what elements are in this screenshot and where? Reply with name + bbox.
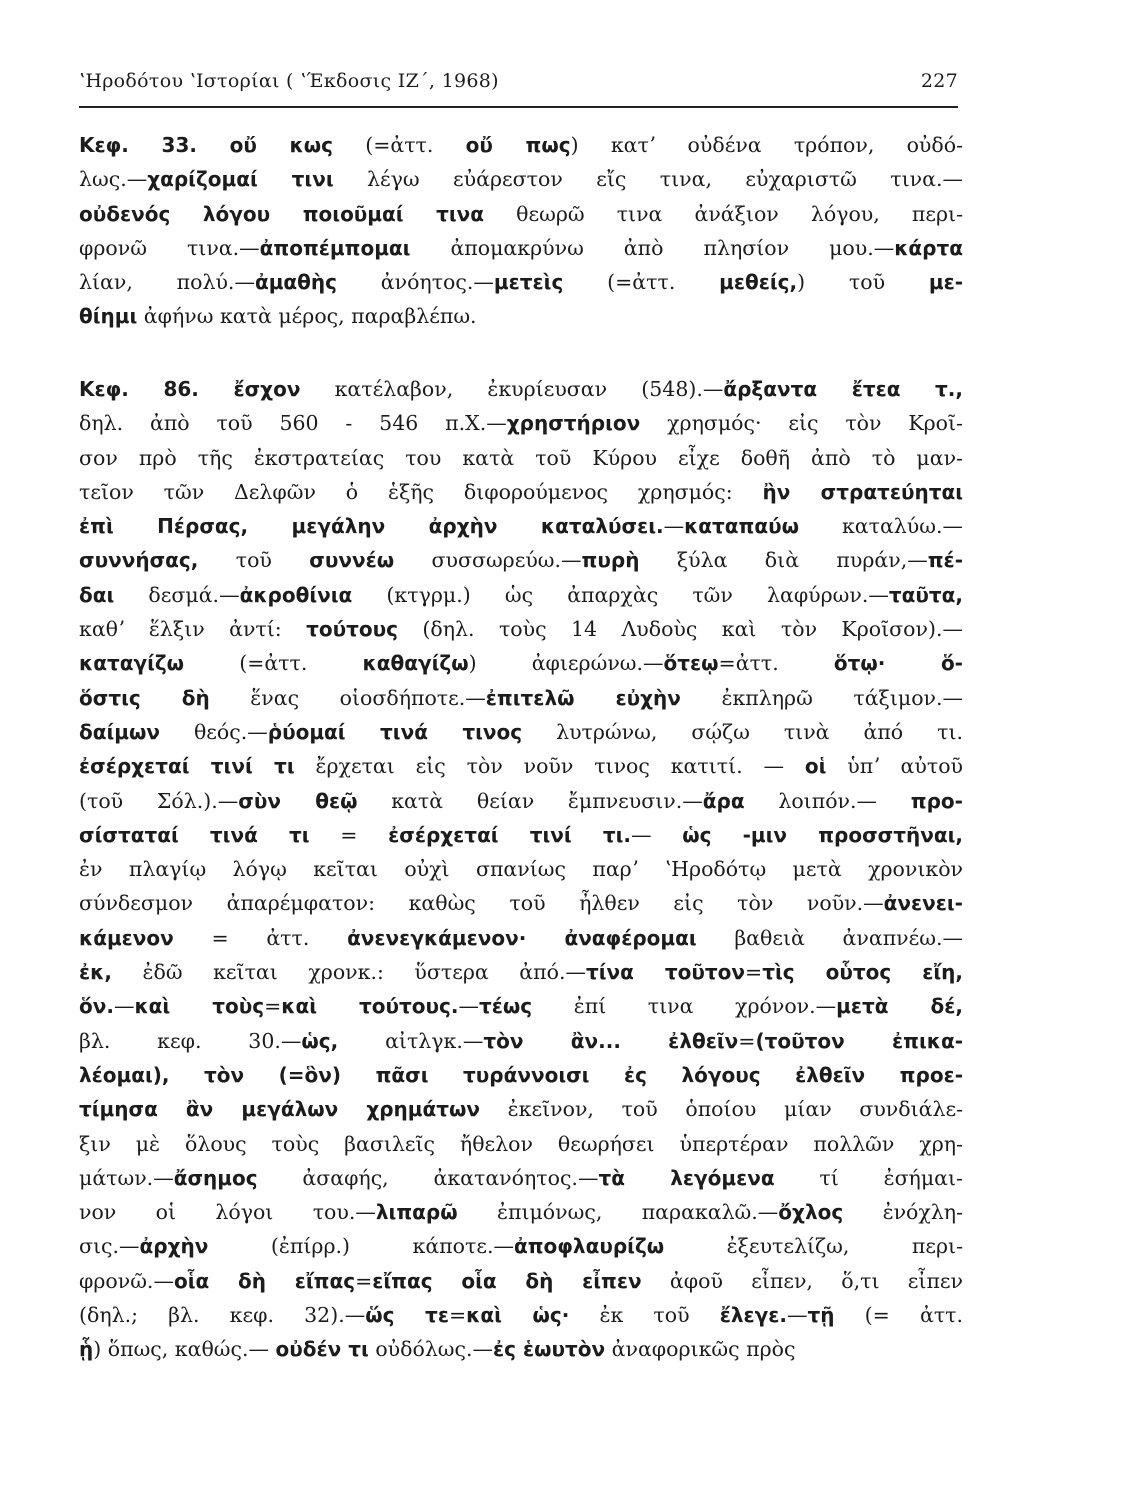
headword: ὥς τε [365,1303,449,1328]
text-line: σις.—ἀρχὴν (ἐπίρρ.) κάποτε.—ἀποφλαυρίζω ἐξευτελίζω, περι- [79,1234,964,1259]
headword: μεθείς, [719,270,798,295]
text-line: Κεφ. 86. ἔσχον κατέλαβον, ἐκυρίευσαν (548).—ἄρξαντα ἔτεα τ., [79,377,964,401]
headword: συννέω [309,548,395,573]
text-line: δαι δεσμά.—ἀκροθίνια (κτγρμ.) ὡς ἀπαρχὰς τῶν λαφύρων.—ταῦτα, [79,582,964,607]
headword: ὅστις δὴ [79,685,210,710]
headword: Κεφ. 86. ἔσχον [79,377,301,401]
headword: ἀκροθίνια [239,582,353,607]
text-line: μάτων.—ἄσημος ἀσαφής, ἀκατανόητος.—τὰ λεγόμενα τί ἐσήμαι- [79,1165,963,1190]
headword: καὶ τούτους. [281,994,459,1019]
headword: με- [928,270,964,295]
headword: ἀρχὴν [139,1234,209,1259]
text-line: ἐν πλαγίῳ λόγῳ κεῖται οὐχὶ σπανίως παρʼ ʽΗροδότῳ μετὰ χρονικὸν [79,857,963,882]
text-line: λως.—χαρίζομαί τινι λέγω εὐάρεστον εἴς τινα, εὐχαριστῶ τινα.— [79,167,963,192]
text-line: (τοῦ Σόλ.).—σὺν θεῷ κατὰ θείαν ἔμπνευσιν.—ἄρα λοιπόν.— προ- [79,788,963,813]
text-line: τίμησα ἂν μεγάλων χρημάτων ἐκεῖνον, τοῦ ὁποίου μίαν συνδιάλε- [79,1097,964,1122]
headword: μετὰ δέ, [836,994,963,1019]
headword: ἐσέρχεταί τινί τι [79,754,295,779]
headword: τέως [479,994,533,1019]
text-line: ἐπὶ Πέρσας, μεγάλην ἀρχὴν καταλύσει.—καταπαύω καταλύω.— [79,514,963,539]
headword: ἀποφλαυρίζω [513,1234,665,1259]
headword: καταπαύω [684,514,799,539]
headword: ὅτεῳ [663,651,719,676]
headword: κάμενον [79,925,174,950]
section-chapter-33 [79,128,963,334]
headword: ἔλεγε. [719,1303,787,1328]
headword: ὅτῳ· ὅ- [833,651,963,676]
headword: καὶ τοὺς [134,994,265,1019]
headword: δαι [79,582,115,607]
text-line: (δηλ.; βλ. κεφ. 32).—ὥς τε=καὶ ὡς· ἐκ τοῦ ἔλεγε.—τῇ (= ἀττ. [79,1303,964,1328]
headword: μετεὶς [493,270,564,295]
text-line [79,1058,963,1092]
headword: καταγίζω [79,651,185,676]
text-line: σον πρὸ τῆς ἐκστρατείας του κατὰ τοῦ Κύρου εἶχε δοθῆ ἀπὸ τὸ μαν- [79,445,963,470]
headword: θίημι [79,304,138,329]
text-line: τεῖον τῶν Δελφῶν ὁ ἑξῆς διφορούμενος χρησμός: ἢν στρατεύηται [79,479,963,504]
text-line: νον οἱ λόγοι του.—λιπαρῶ ἐπιμόνως, παρακαλῶ.—ὄχλος ἐνόχλη- [79,1200,963,1225]
headword: ἢν στρατεύηται [762,479,963,504]
headword: (τοῦτον ἐπικα- [755,1028,963,1053]
headword: σίσταταί τινά τι [79,822,310,847]
text-line: ὅν.—καὶ τοὺς=καὶ τούτους.—τέως ἐπί τινα χρόνον.—μετὰ δέ, [79,994,963,1019]
text-line: ξιν μὲ ὅλους τοὺς βασιλεῖς ἤθελον θεωρήσει ὑπερτέραν πολλῶν χρη- [79,1131,963,1156]
headword: οὔ πως [465,133,571,157]
headword: τὰ λεγόμενα [598,1165,775,1190]
headword: χαρίζομαί τινι [147,167,334,192]
headword: συννήσας, [79,548,199,573]
text-line: φρονῶ.—οἷα δὴ εἴπας=εἴπας οἷα δὴ εἶπεν ἀφοῦ εἶπεν, ὅ,τι εἶπεν [79,1268,964,1293]
headword: ὡς -μιν προσστῆναι, [682,822,963,847]
text-line: φρονῶ τινα.—ἀποπέμπομαι ἀπομακρύνω ἀπὸ πλησίον μου.—κάρτα [79,235,963,260]
headword: ὅν. [79,994,114,1019]
text-line: λίαν, πολύ.—ἀμαθὴς ἀνόητος.—μετεὶς (=ἀττ. μεθείς,) τοῦ με- [79,270,964,295]
text-line: ἐσέρχεταί τινί τι ἔρχεται εἰς τὸν νοῦν τινος κατιτί. — οἱ ὑπʼ αὐτοῦ [79,754,964,779]
text-line: δηλ. ἀπὸ τοῦ 560 - 546 π.Χ.—χρηστήριον χρησμός· εἰς τὸν Κροῖ- [79,411,963,436]
header-rule [79,106,958,108]
headword: ἄρα [702,788,745,813]
headword: εἴπας οἷα δὴ εἶπεν [372,1268,642,1293]
text-line: ᾗ) ὅπως, καθώς.— οὐδέν τι οὐδόλως.—ἐς ἑωυτὸν ἀναφορικῶς πρὸς [79,1337,796,1362]
page-number: 227 [920,70,958,92]
headword: ἄσημος [173,1165,258,1190]
headword: τούτους [306,617,398,642]
text-line: σίσταταί τινά τι = ἐσέρχεταί τινί τι.— ὡς -μιν προσστῆναι, [79,822,963,847]
headword: ἄρξαντα ἔτεα τ., [723,377,964,401]
headword: λιπαρῶ [375,1200,458,1225]
running-header [79,70,958,92]
headword: ἀνενει- [883,891,963,916]
text-line: βλ. κεφ. 30.—ὡς, αἰτλγκ.—τὸν ἂν... ἐλθεῖν=(τοῦτον ἐπικα- [79,1028,963,1053]
headword: ἐπὶ Πέρσας, μεγάλην ἀρχὴν καταλύσει. [79,514,664,539]
headword: καθαγίζω [362,651,469,676]
headword: τὶς οὗτος εἴη, [762,960,963,985]
headword: καὶ ὡς· [466,1303,570,1328]
headword: ἐς ἑωυτὸν [493,1337,606,1362]
headword: ταῦτα, [888,582,964,607]
headword: τίμησα ἂν μεγάλων χρημάτων [79,1097,481,1122]
headword: οἱ [804,754,827,779]
text-line: καθʼ ἕλξιν ἀντί: τούτους (δηλ. τοὺς 14 Λυδοὺς καὶ τὸν Κροῖσον).— [79,617,963,642]
headword: ἀνενεγκάμενον· ἀναφέρομαι [347,925,697,950]
headword: προ- [910,788,963,813]
headword: τῇ [807,1303,835,1328]
headword: χρηστήριον [506,411,641,436]
headword: τὸν ἂν... ἐλθεῖν [483,1028,739,1053]
text-line: συννήσας, τοῦ συννέω συσσωρεύω.—πυρὴ ξύλα διὰ πυράν,—πέ- [79,548,963,573]
headword: δαίμων [79,719,160,744]
headword: λέομαι), τὸν (=ὃν) πᾶσι τυράννοισι ἐς λόγους ἐλθεῖν προε- [79,1062,963,1087]
running-title: ʽΗροδότου ʽΙστορίαι ( ʽΈκδοσις ΙΖ΄, 1968) [79,70,499,92]
headword: ῥύομαί τινά τινος [267,719,523,744]
headword: ἀποπέμπομαι [259,235,411,260]
text-line: Κεφ. 33. οὔ κως (=ἀττ. οὔ πως) κατʼ οὐδένα τρόπον, οὐδό- [79,133,963,157]
headword: Κεφ. 33. οὔ κως [79,133,333,157]
headword: οὐδέν τι [275,1337,369,1362]
headword: ᾗ [79,1337,94,1362]
headword: οἷα δὴ εἴπας [173,1268,356,1293]
headword: ὡς, [301,1028,339,1053]
text-line: οὐδενός λόγου ποιοῦμαί τινα θεωρῶ τινα ἀνάξιον λόγου, περι- [79,201,963,226]
headword: ἀμαθὴς [254,270,337,295]
headword: ἐκ, [79,960,112,985]
headword: κάρτα [894,235,963,260]
section-chapter-86 [79,372,963,1367]
headword: πυρὴ [581,548,640,573]
headword: ὄχλος [778,1200,844,1225]
text-line: ἐκ, ἐδῶ κεῖται χρονκ.: ὕστερα ἀπό.—τίνα τοῦτον=τὶς οὗτος εἴη, [79,960,963,985]
headword: ἐσέρχεταί τινί τι. [388,822,632,847]
headword: σὺν θεῷ [238,788,358,813]
text-line: ὅστις δὴ ἕνας οἱοσδήποτε.—ἐπιτελῶ εὐχὴν ἐκπληρῶ τάξιμον.— [79,685,964,710]
text-line: θίημι ἀφήνω κατὰ μέρος, παραβλέπω. [79,304,477,329]
text-line: καταγίζω (=ἀττ. καθαγίζω) ἀφιερώνω.—ὅτεῳ=ἀττ. ὅτῳ· ὅ- [79,651,963,676]
headword: πέ- [927,548,963,573]
headword: τίνα τοῦτον [585,960,746,985]
text-line: κάμενον = ἀττ. ἀνενεγκάμενον· ἀναφέρομαι βαθειὰ ἀναπνέω.— [79,925,963,950]
text-line: δαίμων θεός.—ῥύομαί τινά τινος λυτρώνω, σῴζω τινὰ ἀπό τι. [79,719,963,744]
headword: οὐδενός λόγου ποιοῦμαί τινα [79,201,485,226]
headword: ἐπιτελῶ εὐχὴν [485,685,681,710]
text-line: σύνδεσμον ἀπαρέμφατον: καθὼς τοῦ ἦλθεν εἰς τὸν νοῦν.—ἀνενει- [79,891,963,916]
